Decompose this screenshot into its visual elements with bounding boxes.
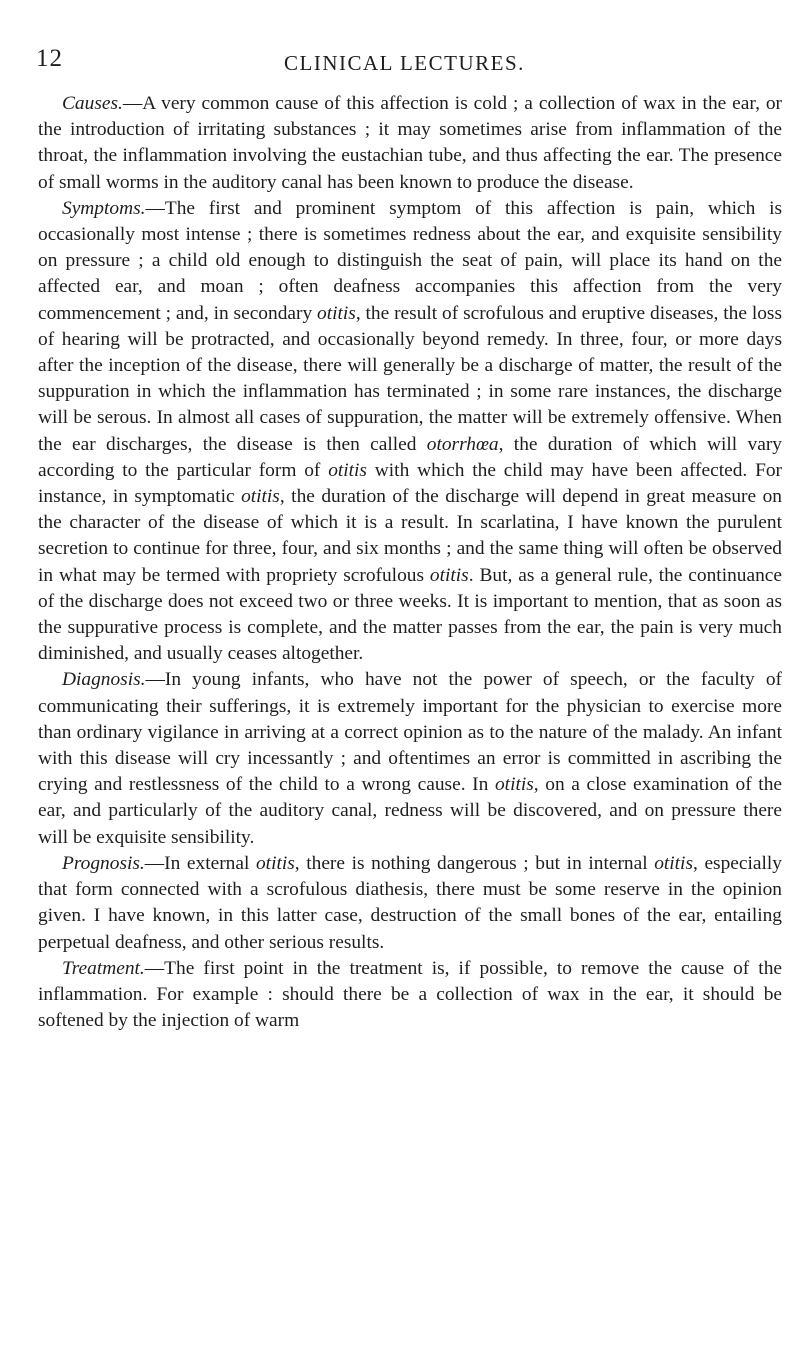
paragraph-diagnosis xyxy=(38,667,782,850)
term-otitis: otitis xyxy=(241,486,280,508)
symptoms-text: , the result of scrofulous and eruptive diseases, the loss of hearing will be protracted, and occasionally beyond remedy. In three, four, or more days after the inception of the disease, there will generally be a discharge of matter, the result of the suppuration in which the inflammation has terminated ; in some rare instances, the discharge will be serous. In almost all cases of suppuration, the matter will be extremely offensive. When the ear discharges, the disease is then called xyxy=(38,302,782,455)
causes-text: —A very common cause of this affection is cold ; a collection of wax in the ear, or the introduction of irritating substances ; it may sometimes arise from inflammation of the throat, the inflammation involving the eustachian tube, and thus affecting the ear. The presence of small worms in the auditory canal has been known to produce the disease. xyxy=(38,93,782,193)
symptoms-text: . But, as a general rule, the continuance of the discharge does not exceed two or three weeks. It is important to mention, that as soon as the suppurative process is complete, and the matter passes from the ear, the pain is very much diminished, and usually ceases altogether. xyxy=(38,564,782,665)
paragraph-treatment xyxy=(38,956,782,1035)
paragraph-causes xyxy=(38,91,782,196)
paragraph-symptoms xyxy=(38,196,782,668)
section-heading-prognosis: Prognosis. xyxy=(62,852,145,874)
term-otitis: otitis xyxy=(429,564,469,586)
term-otitis: otitis xyxy=(328,459,367,481)
prognosis-text: —In external xyxy=(144,852,256,874)
body-text xyxy=(38,91,782,1034)
term-otitis: otitis xyxy=(317,302,356,324)
paragraph-prognosis xyxy=(38,851,782,956)
symptoms-text: with which the child may have been affected. For instance, in symptomatic xyxy=(38,459,782,508)
prognosis-text: , there is nothing dangerous ; but in internal xyxy=(294,852,655,874)
diagnosis-text: , on a close examination of the ear, and particularly of the auditory canal, redness will be discovered, and on pressure there will be exquisite sensibility. xyxy=(38,774,782,848)
prognosis-text: , especially that form connected with a scrofulous diathesis, there must be some reserve in the opinion given. I have known, in this latter case, destruction of the small bones of the ear, entailing perpetual deafness, and other serious results. xyxy=(38,852,782,953)
symptoms-text: —The first and prominent symptom of this affection is pain, which is occasionally most intense ; there is sometimes redness about the ear, and exquisite sensibility on pressure ; a child old enough to distinguish the seat of pain, will place its hand on the affected ear, and moan ; often deafness accompanies this affection from the very commencement ; and, in secondary xyxy=(38,197,782,324)
page-number: 12 xyxy=(36,45,63,72)
section-heading-diagnosis: Diagnosis. xyxy=(62,669,146,691)
diagnosis-text: —In young infants, who have not the power of speech, or the faculty of communicating their sufferings, it is extremely important for the physician to exercise more than ordinary vigilance in arriving at a correct opinion as to the nature of the malady. An infant with this disease will cry incessantly ; and oftentimes an error is committed in ascribing the crying and restlessness of the child to a wrong cause. In xyxy=(38,669,782,796)
section-heading-treatment: Treatment. xyxy=(62,957,145,979)
term-otitis: otitis xyxy=(654,852,693,874)
running-title: CLINICAL LECTURES. xyxy=(284,51,525,75)
term-otitis: otitis xyxy=(494,774,534,796)
section-heading-symptoms: Symptoms. xyxy=(62,197,146,219)
section-heading-causes: Causes. xyxy=(62,93,123,114)
treatment-text: —The first point in the treatment is, if possible, to remove the cause of the inflammation. For example : should there be a collection of wax in the ear, it should be softened by the injection of warm xyxy=(38,957,782,1032)
symptoms-text: , the duration of the discharge will depend in great measure on the character of the disease of which it is a result. In scarlatina, I have known the purulent secretion to continue for three, four, and six months ; and the same thing will often be observed in what may be termed with propriety scrofulous xyxy=(38,486,782,586)
term-otitis: otitis xyxy=(255,852,295,874)
term-otorrhoea: otorrhœa xyxy=(426,433,499,455)
symptoms-text: , the duration of which will vary according to the particular form of xyxy=(38,433,782,481)
